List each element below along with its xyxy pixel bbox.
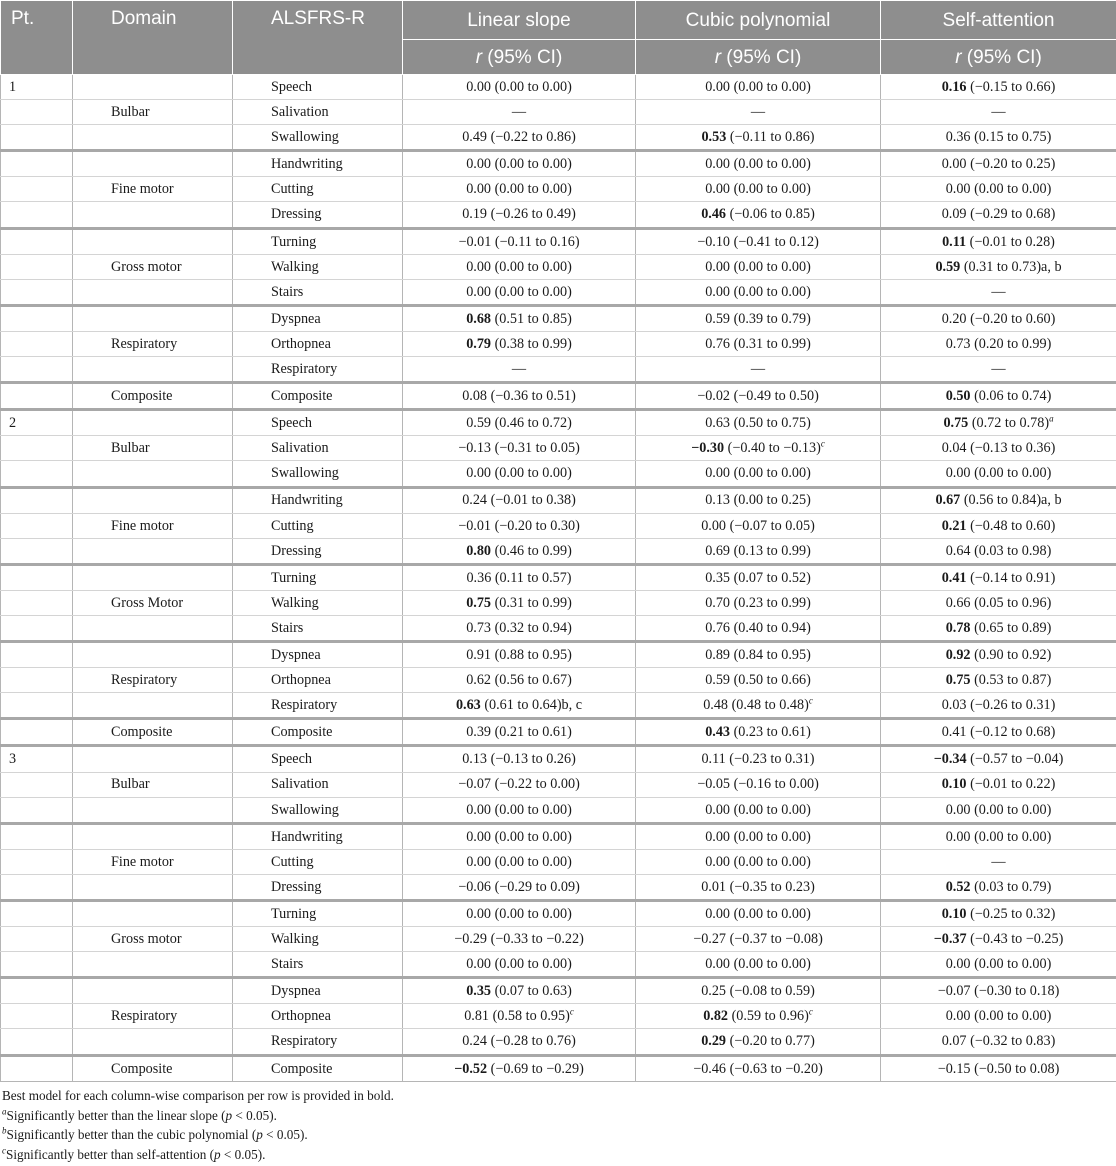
table-row bbox=[1, 564, 1116, 590]
cell-patient bbox=[1, 978, 73, 1004]
cell-domain bbox=[73, 202, 233, 228]
header-domain: Domain bbox=[73, 1, 233, 75]
table-row bbox=[1, 461, 1116, 487]
cell-alsfrs-item: Dressing bbox=[233, 874, 403, 900]
cell-linear-slope: 0.68 (0.51 to 0.85) bbox=[403, 305, 636, 331]
cell-self-attention: 0.10 (−0.25 to 0.32) bbox=[881, 901, 1116, 927]
cell-patient bbox=[1, 797, 73, 823]
cell-cubic-polynomial: 0.89 (0.84 to 0.95) bbox=[636, 642, 881, 668]
cell-alsfrs-item: Orthopnea bbox=[233, 668, 403, 693]
cell-patient: 2 bbox=[1, 410, 73, 436]
table-row bbox=[1, 1004, 1116, 1029]
cell-domain: Respiratory bbox=[73, 668, 233, 693]
table-row bbox=[1, 590, 1116, 615]
cell-linear-slope: 0.00 (0.00 to 0.00) bbox=[403, 952, 636, 978]
cell-self-attention: 0.07 (−0.32 to 0.83) bbox=[881, 1029, 1116, 1055]
cell-alsfrs-item: Speech bbox=[233, 75, 403, 100]
cell-linear-slope: 0.75 (0.31 to 0.99) bbox=[403, 590, 636, 615]
cell-domain bbox=[73, 693, 233, 719]
cell-alsfrs-item: Orthopnea bbox=[233, 331, 403, 356]
cell-domain: Bulbar bbox=[73, 100, 233, 125]
cell-cubic-polynomial: 0.13 (0.00 to 0.25) bbox=[636, 487, 881, 513]
subheader-linear-r: r (95% CI) bbox=[403, 40, 636, 75]
cell-alsfrs-item: Cutting bbox=[233, 513, 403, 538]
table-row bbox=[1, 436, 1116, 461]
cell-linear-slope: 0.19 (−0.26 to 0.49) bbox=[403, 202, 636, 228]
cell-alsfrs-item: Handwriting bbox=[233, 823, 403, 849]
cell-cubic-polynomial: 0.00 (0.00 to 0.00) bbox=[636, 254, 881, 279]
cell-domain bbox=[73, 823, 233, 849]
cell-alsfrs-item: Salivation bbox=[233, 772, 403, 797]
cell-alsfrs-item: Stairs bbox=[233, 952, 403, 978]
cell-cubic-polynomial: 0.00 (0.00 to 0.00) bbox=[636, 279, 881, 305]
cell-domain: Gross motor bbox=[73, 927, 233, 952]
cell-linear-slope: 0.00 (0.00 to 0.00) bbox=[403, 901, 636, 927]
cell-linear-slope: 0.00 (0.00 to 0.00) bbox=[403, 75, 636, 100]
table-row bbox=[1, 410, 1116, 436]
cell-cubic-polynomial: 0.00 (0.00 to 0.00) bbox=[636, 849, 881, 874]
cell-domain bbox=[73, 487, 233, 513]
cell-patient: 1 bbox=[1, 75, 73, 100]
footnote-c: $^c$Significantly better than self-attention (p < 0.05). bbox=[2, 1145, 266, 1162]
bold-note: Best model for each column-wise comparison per row is provided in bold. bbox=[2, 1088, 394, 1103]
table-row bbox=[1, 978, 1116, 1004]
cell-cubic-polynomial: 0.46 (−0.06 to 0.85) bbox=[636, 202, 881, 228]
table-row bbox=[1, 874, 1116, 900]
table-row bbox=[1, 693, 1116, 719]
cell-self-attention: −0.34 (−0.57 to −0.04) bbox=[881, 746, 1116, 772]
table-row bbox=[1, 927, 1116, 952]
cell-linear-slope: −0.52 (−0.69 to −0.29) bbox=[403, 1055, 636, 1081]
cell-alsfrs-item: Dyspnea bbox=[233, 978, 403, 1004]
cell-cubic-polynomial: 0.00 (0.00 to 0.00) bbox=[636, 823, 881, 849]
cell-alsfrs-item: Respiratory bbox=[233, 693, 403, 719]
cell-domain bbox=[73, 952, 233, 978]
cell-domain: Bulbar bbox=[73, 436, 233, 461]
cell-cubic-polynomial: 0.00 (−0.07 to 0.05) bbox=[636, 513, 881, 538]
cell-patient bbox=[1, 849, 73, 874]
cell-alsfrs-item: Respiratory bbox=[233, 357, 403, 383]
footnote-a: $^a$Significantly better than the linear slope (p < 0.05). bbox=[2, 1106, 277, 1123]
table-row bbox=[1, 1029, 1116, 1055]
cell-domain: Respiratory bbox=[73, 1004, 233, 1029]
cell-domain: Fine motor bbox=[73, 849, 233, 874]
cell-domain bbox=[73, 125, 233, 151]
header-linear-slope: Linear slope bbox=[403, 1, 636, 40]
cell-linear-slope: −0.01 (−0.11 to 0.16) bbox=[403, 228, 636, 254]
cell-patient bbox=[1, 874, 73, 900]
cell-domain bbox=[73, 901, 233, 927]
cell-linear-slope: 0.59 (0.46 to 0.72) bbox=[403, 410, 636, 436]
cell-alsfrs-item: Composite bbox=[233, 719, 403, 746]
cell-alsfrs-item: Turning bbox=[233, 228, 403, 254]
cell-linear-slope: 0.00 (0.00 to 0.00) bbox=[403, 823, 636, 849]
cell-domain bbox=[73, 357, 233, 383]
table-row bbox=[1, 177, 1116, 202]
cell-alsfrs-item: Dressing bbox=[233, 202, 403, 228]
cell-patient bbox=[1, 1055, 73, 1081]
cell-self-attention: 0.00 (−0.20 to 0.25) bbox=[881, 151, 1116, 177]
cell-cubic-polynomial: — bbox=[636, 357, 881, 383]
cell-linear-slope: 0.00 (0.00 to 0.00) bbox=[403, 797, 636, 823]
cell-domain bbox=[73, 538, 233, 564]
cell-self-attention: — bbox=[881, 100, 1116, 125]
cell-linear-slope: −0.07 (−0.22 to 0.00) bbox=[403, 772, 636, 797]
table-row bbox=[1, 668, 1116, 693]
subheader-cubic-r: r (95% CI) bbox=[636, 40, 881, 75]
cell-linear-slope: 0.08 (−0.36 to 0.51) bbox=[403, 383, 636, 410]
cell-cubic-polynomial: −0.02 (−0.49 to 0.50) bbox=[636, 383, 881, 410]
cell-self-attention: −0.15 (−0.50 to 0.08) bbox=[881, 1055, 1116, 1081]
cell-patient bbox=[1, 202, 73, 228]
table-header bbox=[1, 1, 1116, 75]
cell-patient bbox=[1, 772, 73, 797]
cell-cubic-polynomial: 0.59 (0.39 to 0.79) bbox=[636, 305, 881, 331]
cell-alsfrs-item: Salivation bbox=[233, 100, 403, 125]
cell-self-attention: 0.41 (−0.14 to 0.91) bbox=[881, 564, 1116, 590]
cell-cubic-polynomial: 0.00 (0.00 to 0.00) bbox=[636, 75, 881, 100]
table-row bbox=[1, 615, 1116, 641]
footnote-b: $^b$Significantly better than the cubic polynomial (p < 0.05). bbox=[2, 1125, 308, 1142]
cell-patient: 3 bbox=[1, 746, 73, 772]
cell-cubic-polynomial: 0.00 (0.00 to 0.00) bbox=[636, 901, 881, 927]
cell-self-attention: 0.11 (−0.01 to 0.28) bbox=[881, 228, 1116, 254]
cell-patient bbox=[1, 538, 73, 564]
header-pt: Pt. bbox=[1, 1, 73, 75]
cell-alsfrs-item: Composite bbox=[233, 383, 403, 410]
cell-domain: Composite bbox=[73, 383, 233, 410]
cell-self-attention: 0.21 (−0.48 to 0.60) bbox=[881, 513, 1116, 538]
cell-linear-slope: 0.63 (0.61 to 0.64)b, c bbox=[403, 693, 636, 719]
cell-cubic-polynomial: −0.05 (−0.16 to 0.00) bbox=[636, 772, 881, 797]
cell-self-attention: 0.52 (0.03 to 0.79) bbox=[881, 874, 1116, 900]
cell-alsfrs-item: Handwriting bbox=[233, 487, 403, 513]
cell-self-attention: 0.04 (−0.13 to 0.36) bbox=[881, 436, 1116, 461]
cell-self-attention: 0.16 (−0.15 to 0.66) bbox=[881, 75, 1116, 100]
cell-patient bbox=[1, 1004, 73, 1029]
table-row bbox=[1, 254, 1116, 279]
cell-domain bbox=[73, 151, 233, 177]
cell-self-attention: −0.37 (−0.43 to −0.25) bbox=[881, 927, 1116, 952]
cell-linear-slope: 0.39 (0.21 to 0.61) bbox=[403, 719, 636, 746]
cell-patient bbox=[1, 100, 73, 125]
cell-cubic-polynomial: −0.10 (−0.41 to 0.12) bbox=[636, 228, 881, 254]
cell-patient bbox=[1, 487, 73, 513]
cell-self-attention: 0.00 (0.00 to 0.00) bbox=[881, 823, 1116, 849]
cell-self-attention: 0.00 (0.00 to 0.00) bbox=[881, 461, 1116, 487]
cell-linear-slope: 0.35 (0.07 to 0.63) bbox=[403, 978, 636, 1004]
cell-cubic-polynomial: 0.59 (0.50 to 0.66) bbox=[636, 668, 881, 693]
cell-domain bbox=[73, 874, 233, 900]
cell-self-attention: 0.75 (0.72 to 0.78)$^a$ bbox=[881, 410, 1116, 436]
cell-self-attention: 0.36 (0.15 to 0.75) bbox=[881, 125, 1116, 151]
cell-self-attention: 0.20 (−0.20 to 0.60) bbox=[881, 305, 1116, 331]
table-row bbox=[1, 487, 1116, 513]
cell-domain bbox=[73, 279, 233, 305]
cell-linear-slope: 0.24 (−0.28 to 0.76) bbox=[403, 1029, 636, 1055]
table-row bbox=[1, 746, 1116, 772]
cell-alsfrs-item: Turning bbox=[233, 901, 403, 927]
cell-patient bbox=[1, 151, 73, 177]
cell-cubic-polynomial: 0.35 (0.07 to 0.52) bbox=[636, 564, 881, 590]
cell-patient bbox=[1, 823, 73, 849]
cell-domain: Gross motor bbox=[73, 254, 233, 279]
cell-patient bbox=[1, 901, 73, 927]
cell-patient bbox=[1, 1029, 73, 1055]
header-self-attention: Self-attention bbox=[881, 1, 1116, 40]
cell-alsfrs-item: Dressing bbox=[233, 538, 403, 564]
cell-patient bbox=[1, 357, 73, 383]
cell-domain bbox=[73, 978, 233, 1004]
cell-patient bbox=[1, 331, 73, 356]
cell-alsfrs-item: Respiratory bbox=[233, 1029, 403, 1055]
cell-alsfrs-item: Stairs bbox=[233, 279, 403, 305]
cell-alsfrs-item: Dyspnea bbox=[233, 642, 403, 668]
cell-cubic-polynomial: 0.00 (0.00 to 0.00) bbox=[636, 177, 881, 202]
cell-linear-slope: 0.00 (0.00 to 0.00) bbox=[403, 151, 636, 177]
cell-domain: Bulbar bbox=[73, 772, 233, 797]
cell-domain bbox=[73, 797, 233, 823]
cell-patient bbox=[1, 461, 73, 487]
cell-patient bbox=[1, 615, 73, 641]
table-row bbox=[1, 100, 1116, 125]
cell-alsfrs-item: Speech bbox=[233, 410, 403, 436]
cell-cubic-polynomial: 0.29 (−0.20 to 0.77) bbox=[636, 1029, 881, 1055]
table-row bbox=[1, 849, 1116, 874]
cell-self-attention: 0.00 (0.00 to 0.00) bbox=[881, 797, 1116, 823]
table-row bbox=[1, 952, 1116, 978]
cell-patient bbox=[1, 590, 73, 615]
cell-cubic-polynomial: −0.30 (−0.40 to −0.13)$^c$ bbox=[636, 436, 881, 461]
cell-domain bbox=[73, 642, 233, 668]
cell-linear-slope: 0.00 (0.00 to 0.00) bbox=[403, 849, 636, 874]
cell-linear-slope: −0.13 (−0.31 to 0.05) bbox=[403, 436, 636, 461]
cell-cubic-polynomial: 0.43 (0.23 to 0.61) bbox=[636, 719, 881, 746]
cell-patient bbox=[1, 125, 73, 151]
cell-patient bbox=[1, 279, 73, 305]
cell-domain bbox=[73, 461, 233, 487]
cell-cubic-polynomial: — bbox=[636, 100, 881, 125]
footnotes bbox=[0, 1086, 1116, 1164]
cell-domain bbox=[73, 1029, 233, 1055]
cell-domain: Fine motor bbox=[73, 177, 233, 202]
cell-cubic-polynomial: 0.69 (0.13 to 0.99) bbox=[636, 538, 881, 564]
cell-patient bbox=[1, 383, 73, 410]
cell-domain: Fine motor bbox=[73, 513, 233, 538]
cell-alsfrs-item: Composite bbox=[233, 1055, 403, 1081]
table-row bbox=[1, 383, 1116, 410]
cell-patient bbox=[1, 693, 73, 719]
cell-cubic-polynomial: 0.82 (0.59 to 0.96)$^c$ bbox=[636, 1004, 881, 1029]
cell-patient bbox=[1, 952, 73, 978]
cell-self-attention: 0.03 (−0.26 to 0.31) bbox=[881, 693, 1116, 719]
table-row bbox=[1, 75, 1116, 100]
cell-domain bbox=[73, 75, 233, 100]
cell-self-attention: — bbox=[881, 849, 1116, 874]
cell-alsfrs-item: Walking bbox=[233, 254, 403, 279]
cell-linear-slope: 0.91 (0.88 to 0.95) bbox=[403, 642, 636, 668]
cell-alsfrs-item: Turning bbox=[233, 564, 403, 590]
cell-linear-slope: −0.29 (−0.33 to −0.22) bbox=[403, 927, 636, 952]
cell-cubic-polynomial: 0.00 (0.00 to 0.00) bbox=[636, 952, 881, 978]
cell-cubic-polynomial: 0.11 (−0.23 to 0.31) bbox=[636, 746, 881, 772]
header-alsfrs: ALSFRS-R bbox=[233, 1, 403, 75]
table-row bbox=[1, 1055, 1116, 1081]
cell-cubic-polynomial: 0.53 (−0.11 to 0.86) bbox=[636, 125, 881, 151]
table-row bbox=[1, 228, 1116, 254]
cell-patient bbox=[1, 927, 73, 952]
table-row bbox=[1, 719, 1116, 746]
cell-alsfrs-item: Speech bbox=[233, 746, 403, 772]
cell-alsfrs-item: Walking bbox=[233, 590, 403, 615]
cell-self-attention: 0.67 (0.56 to 0.84)a, b bbox=[881, 487, 1116, 513]
cell-self-attention: 0.00 (0.00 to 0.00) bbox=[881, 952, 1116, 978]
cell-alsfrs-item: Salivation bbox=[233, 436, 403, 461]
cell-cubic-polynomial: 0.00 (0.00 to 0.00) bbox=[636, 151, 881, 177]
cell-linear-slope: — bbox=[403, 357, 636, 383]
table-row bbox=[1, 125, 1116, 151]
cell-cubic-polynomial: 0.70 (0.23 to 0.99) bbox=[636, 590, 881, 615]
cell-alsfrs-item: Orthopnea bbox=[233, 1004, 403, 1029]
cell-cubic-polynomial: −0.46 (−0.63 to −0.20) bbox=[636, 1055, 881, 1081]
table-row bbox=[1, 901, 1116, 927]
cell-linear-slope: 0.00 (0.00 to 0.00) bbox=[403, 254, 636, 279]
cell-linear-slope: −0.01 (−0.20 to 0.30) bbox=[403, 513, 636, 538]
cell-domain bbox=[73, 564, 233, 590]
cell-linear-slope: 0.81 (0.58 to 0.95)$^c$ bbox=[403, 1004, 636, 1029]
cell-linear-slope: 0.00 (0.00 to 0.00) bbox=[403, 279, 636, 305]
cell-patient bbox=[1, 436, 73, 461]
cell-patient bbox=[1, 719, 73, 746]
cell-patient bbox=[1, 305, 73, 331]
cell-linear-slope: 0.49 (−0.22 to 0.86) bbox=[403, 125, 636, 151]
cell-linear-slope: 0.80 (0.46 to 0.99) bbox=[403, 538, 636, 564]
cell-self-attention: 0.09 (−0.29 to 0.68) bbox=[881, 202, 1116, 228]
cell-domain: Composite bbox=[73, 719, 233, 746]
cell-self-attention: — bbox=[881, 279, 1116, 305]
cell-cubic-polynomial: 0.25 (−0.08 to 0.59) bbox=[636, 978, 881, 1004]
table-row bbox=[1, 202, 1116, 228]
cell-self-attention: 0.59 (0.31 to 0.73)a, b bbox=[881, 254, 1116, 279]
cell-self-attention: 0.41 (−0.12 to 0.68) bbox=[881, 719, 1116, 746]
cell-cubic-polynomial: 0.48 (0.48 to 0.48)$^c$ bbox=[636, 693, 881, 719]
cell-linear-slope: 0.24 (−0.01 to 0.38) bbox=[403, 487, 636, 513]
cell-self-attention: 0.64 (0.03 to 0.98) bbox=[881, 538, 1116, 564]
cell-self-attention: 0.50 (0.06 to 0.74) bbox=[881, 383, 1116, 410]
cell-alsfrs-item: Dyspnea bbox=[233, 305, 403, 331]
table-row bbox=[1, 642, 1116, 668]
cell-patient bbox=[1, 513, 73, 538]
cell-cubic-polynomial: 0.01 (−0.35 to 0.23) bbox=[636, 874, 881, 900]
cell-domain bbox=[73, 305, 233, 331]
cell-linear-slope: 0.62 (0.56 to 0.67) bbox=[403, 668, 636, 693]
table-row bbox=[1, 305, 1116, 331]
cell-self-attention: 0.73 (0.20 to 0.99) bbox=[881, 331, 1116, 356]
cell-self-attention: −0.07 (−0.30 to 0.18) bbox=[881, 978, 1116, 1004]
cell-self-attention: 0.10 (−0.01 to 0.22) bbox=[881, 772, 1116, 797]
cell-cubic-polynomial: 0.00 (0.00 to 0.00) bbox=[636, 797, 881, 823]
cell-patient bbox=[1, 642, 73, 668]
cell-domain: Composite bbox=[73, 1055, 233, 1081]
cell-patient bbox=[1, 254, 73, 279]
cell-linear-slope: −0.06 (−0.29 to 0.09) bbox=[403, 874, 636, 900]
cell-self-attention: 0.75 (0.53 to 0.87) bbox=[881, 668, 1116, 693]
cell-domain bbox=[73, 228, 233, 254]
cell-cubic-polynomial: 0.00 (0.00 to 0.00) bbox=[636, 461, 881, 487]
cell-self-attention: 0.00 (0.00 to 0.00) bbox=[881, 1004, 1116, 1029]
cell-domain bbox=[73, 615, 233, 641]
cell-self-attention: 0.78 (0.65 to 0.89) bbox=[881, 615, 1116, 641]
cell-linear-slope: 0.73 (0.32 to 0.94) bbox=[403, 615, 636, 641]
cell-self-attention: 0.92 (0.90 to 0.92) bbox=[881, 642, 1116, 668]
cell-patient bbox=[1, 668, 73, 693]
cell-self-attention: 0.00 (0.00 to 0.00) bbox=[881, 177, 1116, 202]
table-row bbox=[1, 279, 1116, 305]
cell-alsfrs-item: Walking bbox=[233, 927, 403, 952]
cell-linear-slope: 0.13 (−0.13 to 0.26) bbox=[403, 746, 636, 772]
table-row bbox=[1, 357, 1116, 383]
cell-alsfrs-item: Swallowing bbox=[233, 461, 403, 487]
cell-patient bbox=[1, 228, 73, 254]
cell-linear-slope: 0.36 (0.11 to 0.57) bbox=[403, 564, 636, 590]
cell-alsfrs-item: Handwriting bbox=[233, 151, 403, 177]
table-row bbox=[1, 823, 1116, 849]
cell-alsfrs-item: Cutting bbox=[233, 849, 403, 874]
subheader-attention-r: r (95% CI) bbox=[881, 40, 1116, 75]
cell-linear-slope: 0.00 (0.00 to 0.00) bbox=[403, 461, 636, 487]
cell-cubic-polynomial: 0.76 (0.31 to 0.99) bbox=[636, 331, 881, 356]
table-row bbox=[1, 538, 1116, 564]
table-row bbox=[1, 331, 1116, 356]
cell-cubic-polynomial: 0.76 (0.40 to 0.94) bbox=[636, 615, 881, 641]
cell-linear-slope: — bbox=[403, 100, 636, 125]
table-row bbox=[1, 772, 1116, 797]
table-row bbox=[1, 151, 1116, 177]
cell-patient bbox=[1, 564, 73, 590]
cell-patient bbox=[1, 177, 73, 202]
cell-domain bbox=[73, 410, 233, 436]
header-cubic-polynomial: Cubic polynomial bbox=[636, 1, 881, 40]
cell-alsfrs-item: Swallowing bbox=[233, 125, 403, 151]
cell-self-attention: — bbox=[881, 357, 1116, 383]
cell-alsfrs-item: Swallowing bbox=[233, 797, 403, 823]
table-row bbox=[1, 513, 1116, 538]
cell-alsfrs-item: Cutting bbox=[233, 177, 403, 202]
cell-domain: Respiratory bbox=[73, 331, 233, 356]
cell-cubic-polynomial: −0.27 (−0.37 to −0.08) bbox=[636, 927, 881, 952]
cell-self-attention: 0.66 (0.05 to 0.96) bbox=[881, 590, 1116, 615]
cell-cubic-polynomial: 0.63 (0.50 to 0.75) bbox=[636, 410, 881, 436]
table-row bbox=[1, 797, 1116, 823]
cell-alsfrs-item: Stairs bbox=[233, 615, 403, 641]
cell-domain bbox=[73, 746, 233, 772]
table-body bbox=[1, 75, 1116, 1082]
cell-linear-slope: 0.00 (0.00 to 0.00) bbox=[403, 177, 636, 202]
cell-linear-slope: 0.79 (0.38 to 0.99) bbox=[403, 331, 636, 356]
cell-domain: Gross Motor bbox=[73, 590, 233, 615]
